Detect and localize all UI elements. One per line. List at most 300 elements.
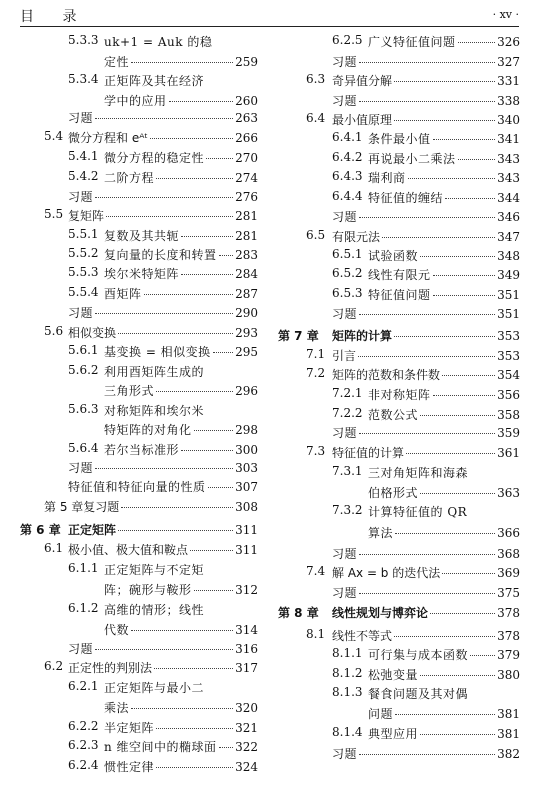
toc-entry-number: 5.5.1 bbox=[68, 227, 99, 241]
toc-entry[interactable] bbox=[278, 89, 520, 109]
toc-entry[interactable] bbox=[278, 441, 520, 461]
toc-entry-number: 8.1.3 bbox=[332, 685, 363, 699]
leader-dots bbox=[470, 655, 495, 656]
leader-dots bbox=[406, 453, 495, 454]
toc-page-number: 341 bbox=[497, 132, 520, 146]
toc-chapter-entry[interactable] bbox=[278, 601, 520, 621]
toc-entry-title: 广义特征值问题 bbox=[368, 35, 456, 49]
leader-dots bbox=[154, 668, 233, 669]
toc-entry-number: 5.5.3 bbox=[68, 265, 99, 279]
toc-entry-title: 特征值的缠结 bbox=[368, 191, 444, 205]
toc-entry[interactable] bbox=[278, 500, 520, 520]
toc-page-number: 316 bbox=[235, 642, 258, 656]
leader-dots bbox=[95, 313, 233, 314]
toc-entry[interactable] bbox=[20, 166, 258, 186]
toc-entry-title: 习题 bbox=[332, 55, 358, 69]
toc-entry[interactable] bbox=[278, 561, 520, 581]
toc-entry[interactable] bbox=[20, 755, 258, 775]
toc-entry-title: 复数及其共轭 bbox=[104, 229, 180, 243]
leader-dots bbox=[359, 101, 495, 102]
toc-entry-number: 5.3.4 bbox=[68, 72, 99, 86]
toc-entry-title: 埃尔米特矩阵 bbox=[104, 267, 180, 281]
toc-entry[interactable] bbox=[278, 205, 520, 225]
toc-entry[interactable] bbox=[20, 243, 258, 263]
toc-entry-title: 正定矩阵与不定矩 bbox=[104, 563, 205, 577]
leader-dots bbox=[156, 178, 233, 179]
toc-entry-title: 三角形式 bbox=[104, 384, 155, 398]
toc-page-number: 356 bbox=[497, 388, 520, 402]
leader-dots bbox=[156, 391, 233, 392]
header-page-number: · xv · bbox=[492, 8, 519, 21]
leader-dots bbox=[420, 256, 495, 257]
toc-page-number: 381 bbox=[497, 707, 520, 721]
toc-entry[interactable] bbox=[278, 722, 520, 742]
leader-dots bbox=[131, 630, 233, 631]
toc-entry-title: 算法 bbox=[368, 526, 394, 540]
toc-entry-title: 习题 bbox=[68, 111, 94, 125]
leader-dots bbox=[394, 636, 495, 637]
toc-page-number: 290 bbox=[235, 306, 258, 320]
toc-page-number: 368 bbox=[497, 547, 520, 561]
toc-entry-title: 正矩阵及其在经济 bbox=[104, 74, 205, 88]
toc-chapter-entry[interactable] bbox=[278, 324, 520, 344]
toc-entry[interactable] bbox=[20, 379, 258, 399]
leader-dots bbox=[95, 649, 233, 650]
toc-entry-title: n 维空间中的椭球面 bbox=[104, 740, 217, 754]
toc-entry-title: 复向量的长度和转置 bbox=[104, 248, 217, 262]
toc-entry-number: 5.4.1 bbox=[68, 149, 99, 163]
toc-entry-title: 线性有限元 bbox=[368, 268, 431, 282]
toc-entry[interactable] bbox=[20, 456, 258, 476]
toc-page-number: 359 bbox=[497, 426, 520, 440]
toc-entry-title: 最小值原理 bbox=[332, 113, 393, 127]
leader-dots bbox=[194, 590, 234, 591]
toc-page-number: 379 bbox=[497, 648, 520, 662]
toc-entry[interactable] bbox=[278, 383, 520, 403]
toc-page-number: 298 bbox=[235, 423, 258, 437]
toc-entry[interactable] bbox=[20, 30, 258, 50]
leader-dots bbox=[106, 216, 233, 217]
toc-entry[interactable] bbox=[20, 637, 258, 657]
toc-entry-number: 第 8 章 bbox=[278, 606, 319, 620]
toc-entry-number: 6.2.1 bbox=[68, 679, 99, 693]
toc-entry[interactable] bbox=[20, 495, 258, 515]
toc-entry-number: 6.2 bbox=[44, 659, 64, 673]
toc-page-number: 353 bbox=[497, 329, 520, 343]
toc-entry-number: 7.2 bbox=[306, 366, 326, 380]
leader-dots bbox=[131, 62, 233, 63]
toc-entry-number: 6.5.3 bbox=[332, 286, 363, 300]
toc-entry[interactable] bbox=[20, 262, 258, 282]
toc-entry[interactable] bbox=[20, 538, 258, 558]
toc-entry-title: 复矩阵 bbox=[68, 209, 105, 223]
toc-entry[interactable] bbox=[20, 438, 258, 458]
toc-page-number: 343 bbox=[497, 171, 520, 185]
toc-page-number: 287 bbox=[235, 287, 258, 301]
toc-entry-title: 试验函数 bbox=[368, 249, 419, 263]
toc-page-number: 296 bbox=[235, 384, 258, 398]
leader-dots bbox=[359, 754, 495, 755]
toc-entry-title: 若尔当标准形 bbox=[104, 443, 180, 457]
toc-entry-number: 6.2.5 bbox=[332, 33, 363, 47]
leader-dots bbox=[433, 295, 496, 296]
toc-entry[interactable] bbox=[278, 542, 520, 562]
toc-page-number: 274 bbox=[235, 171, 258, 185]
toc-page-number: 344 bbox=[497, 191, 520, 205]
toc-entry[interactable] bbox=[278, 461, 520, 481]
toc-entry[interactable] bbox=[20, 618, 258, 638]
toc-entry[interactable] bbox=[20, 282, 258, 302]
toc-entry[interactable] bbox=[278, 283, 520, 303]
toc-entry-number: 6.5.1 bbox=[332, 247, 363, 261]
toc-entry-title: 解 Ax = b 的迭代法 bbox=[332, 566, 441, 580]
toc-entry-title: 二阶方程 bbox=[104, 171, 155, 185]
toc-entry[interactable] bbox=[278, 643, 520, 663]
toc-entry-title: 矩阵的计算 bbox=[332, 329, 393, 343]
leader-dots bbox=[213, 352, 233, 353]
toc-entry-title: 可行集与成本函数 bbox=[368, 648, 469, 662]
leader-dots bbox=[458, 42, 496, 43]
toc-page-number: 331 bbox=[497, 74, 520, 88]
toc-entry[interactable] bbox=[20, 676, 258, 696]
toc-page-number: 300 bbox=[235, 443, 258, 457]
leader-dots bbox=[359, 593, 495, 594]
toc-entry-number: 6.1 bbox=[44, 541, 64, 555]
toc-entry[interactable] bbox=[20, 360, 258, 380]
toc-entry-number: 7.3 bbox=[306, 444, 326, 458]
toc-entry[interactable] bbox=[278, 186, 520, 206]
toc-entry[interactable] bbox=[20, 146, 258, 166]
toc-entry-number: 7.3.1 bbox=[332, 464, 363, 478]
toc-entry-title: 伯格形式 bbox=[368, 486, 419, 500]
leader-dots bbox=[181, 236, 233, 237]
toc-entry[interactable] bbox=[20, 716, 258, 736]
toc-entry[interactable] bbox=[278, 147, 520, 167]
leader-dots bbox=[156, 767, 233, 768]
toc-page-number: 259 bbox=[235, 55, 258, 69]
page-header bbox=[20, 6, 519, 27]
leader-dots bbox=[394, 81, 495, 82]
toc-entry-title: 计算特征值的 QR bbox=[368, 505, 468, 519]
toc-page-number: 381 bbox=[497, 727, 520, 741]
toc-entry[interactable] bbox=[20, 475, 258, 495]
toc-entry[interactable] bbox=[20, 340, 258, 360]
toc-entry[interactable] bbox=[278, 403, 520, 423]
toc-entry[interactable] bbox=[20, 301, 258, 321]
toc-page-number: 338 bbox=[497, 94, 520, 108]
toc-entry-title: 乘法 bbox=[104, 701, 130, 715]
leader-dots bbox=[420, 415, 495, 416]
toc-entry-title: 松弛变量 bbox=[368, 668, 419, 682]
toc-entry[interactable] bbox=[278, 263, 520, 283]
toc-entry-number: 7.2.1 bbox=[332, 386, 363, 400]
toc-page-number: 326 bbox=[497, 35, 520, 49]
toc-entry-title: 习题 bbox=[68, 642, 94, 656]
leader-dots bbox=[433, 139, 496, 140]
toc-page-number: 361 bbox=[497, 446, 520, 460]
toc-page-number: 354 bbox=[497, 368, 520, 382]
leader-dots bbox=[95, 197, 233, 198]
toc-entry[interactable] bbox=[278, 742, 520, 762]
toc-entry-title: 奇异值分解 bbox=[332, 74, 393, 88]
toc-entry[interactable] bbox=[278, 302, 520, 322]
toc-entry-title: 半定矩阵 bbox=[104, 721, 155, 735]
toc-entry-title: 微分方程的稳定性 bbox=[104, 151, 205, 165]
toc-entry-number: 6.2.3 bbox=[68, 738, 99, 752]
toc-entry-number: 5.6.2 bbox=[68, 363, 99, 377]
toc-page-number: 263 bbox=[235, 111, 258, 125]
toc-entry-number: 6.1.1 bbox=[68, 561, 99, 575]
leader-dots bbox=[118, 333, 233, 334]
toc-entry-title: 引言 bbox=[332, 349, 357, 363]
toc-entry-title: 极小值、极大值和鞍点 bbox=[68, 543, 189, 557]
toc-entry[interactable] bbox=[278, 663, 520, 683]
toc-entry-title: 第 5 章复习题 bbox=[44, 500, 120, 514]
toc-page-number: 284 bbox=[235, 267, 258, 281]
toc-entry[interactable] bbox=[20, 735, 258, 755]
toc-entry-number: 7.4 bbox=[306, 564, 326, 578]
toc-entry[interactable] bbox=[20, 418, 258, 438]
toc-entry-title: 习题 bbox=[332, 307, 358, 321]
toc-entry-title: 学中的应用 bbox=[104, 94, 167, 108]
toc-page-number: 343 bbox=[497, 152, 520, 166]
toc-entry-number: 8.1.2 bbox=[332, 666, 363, 680]
toc-entry-title: 餐食问题及其对偶 bbox=[368, 687, 469, 701]
toc-entry-number: 7.3.2 bbox=[332, 503, 363, 517]
toc-entry-title: 习题 bbox=[68, 306, 94, 320]
toc-entry-title: 正定矩阵 bbox=[68, 523, 117, 537]
leader-dots bbox=[445, 198, 495, 199]
toc-entry[interactable] bbox=[278, 624, 520, 644]
toc-entry-number: 8.1 bbox=[306, 627, 326, 641]
toc-entry-title: uk+1 = Auk 的稳 bbox=[104, 35, 213, 49]
toc-entry-title: 范数公式 bbox=[368, 408, 419, 422]
toc-entry[interactable] bbox=[20, 224, 258, 244]
toc-entry-title: 特征值和特征向量的性质 bbox=[68, 480, 206, 494]
toc-page-number: 281 bbox=[235, 209, 258, 223]
leader-dots bbox=[118, 530, 233, 531]
toc-page-number: 340 bbox=[497, 113, 520, 127]
toc-entry[interactable] bbox=[278, 225, 520, 245]
toc-entry-title: 惯性定律 bbox=[104, 760, 155, 774]
toc-entry-title: 基变换 = 相似变换 bbox=[104, 345, 211, 359]
toc-entry[interactable] bbox=[20, 185, 258, 205]
toc-page-number: 378 bbox=[497, 606, 520, 620]
toc-entry-title: 习题 bbox=[332, 426, 358, 440]
toc-entry[interactable] bbox=[278, 127, 520, 147]
leader-dots bbox=[408, 178, 496, 179]
toc-entry-number: 8.1.4 bbox=[332, 725, 363, 739]
toc-entry[interactable] bbox=[278, 521, 520, 541]
toc-page-number: 351 bbox=[497, 307, 520, 321]
leader-dots bbox=[394, 336, 495, 337]
leader-dots bbox=[395, 533, 495, 534]
leader-dots bbox=[442, 375, 495, 376]
toc-entry[interactable] bbox=[278, 344, 520, 364]
toc-entry-title: 习题 bbox=[332, 210, 358, 224]
toc-entry-title: 习题 bbox=[332, 547, 358, 561]
toc-entry-title: 阵；碗形与鞍形 bbox=[104, 583, 192, 597]
toc-entry[interactable] bbox=[278, 30, 520, 50]
toc-page-number: 311 bbox=[235, 523, 258, 537]
leader-dots bbox=[442, 573, 495, 574]
toc-page-number: 348 bbox=[497, 249, 520, 263]
toc-page-number: 260 bbox=[235, 94, 258, 108]
toc-entry-title: 条件最小值 bbox=[368, 132, 431, 146]
toc-entry-title: 习题 bbox=[332, 586, 358, 600]
toc-page-number: 363 bbox=[497, 486, 520, 500]
leader-dots bbox=[359, 554, 495, 555]
toc-entry[interactable] bbox=[278, 581, 520, 601]
leader-dots bbox=[430, 613, 495, 614]
toc-entry-number: 6.2.4 bbox=[68, 758, 99, 772]
leader-dots bbox=[131, 708, 233, 709]
leader-dots bbox=[181, 274, 233, 275]
leader-dots bbox=[382, 237, 495, 238]
toc-entry-number: 5.6.1 bbox=[68, 343, 99, 357]
toc-entry-title: 特征值的计算 bbox=[332, 446, 405, 460]
toc-page-number: 317 bbox=[235, 661, 258, 675]
leader-dots bbox=[194, 430, 234, 431]
toc-entry-number: 8.1.1 bbox=[332, 646, 363, 660]
toc-entry-title: 正定矩阵与最小二 bbox=[104, 681, 205, 695]
toc-entry-title: 矩阵的范数和条件数 bbox=[332, 368, 441, 382]
toc-entry-title: 微分方程和 eᴬᵗ bbox=[68, 131, 148, 145]
toc-entry-title: 习题 bbox=[68, 461, 94, 475]
leader-dots bbox=[358, 356, 495, 357]
leader-dots bbox=[190, 550, 233, 551]
toc-page-number: 351 bbox=[497, 288, 520, 302]
toc-page-number: 346 bbox=[497, 210, 520, 224]
toc-entry-number: 5.4.2 bbox=[68, 169, 99, 183]
toc-entry[interactable] bbox=[20, 69, 258, 89]
toc-entry-number: 6.4 bbox=[306, 111, 326, 125]
toc-page-number: 358 bbox=[497, 408, 520, 422]
leader-dots bbox=[219, 255, 234, 256]
toc-page-number: 311 bbox=[235, 543, 258, 557]
toc-entry[interactable] bbox=[20, 696, 258, 716]
toc-page-number: 380 bbox=[497, 668, 520, 682]
toc-entry[interactable] bbox=[278, 481, 520, 501]
leader-dots bbox=[95, 118, 233, 119]
toc-page-number: 378 bbox=[497, 629, 520, 643]
toc-entry[interactable] bbox=[20, 126, 258, 146]
toc-page-number: 303 bbox=[235, 461, 258, 475]
toc-entry-title: 典型应用 bbox=[368, 727, 419, 741]
toc-entry-number: 5.6.4 bbox=[68, 441, 99, 455]
toc-entry-title: 代数 bbox=[104, 623, 130, 637]
leader-dots bbox=[359, 433, 495, 434]
toc-entry-number: 5.6 bbox=[44, 324, 64, 338]
toc-entry[interactable] bbox=[20, 578, 258, 598]
toc-entry-number: 7.2.2 bbox=[332, 406, 363, 420]
toc-entry-title: 习题 bbox=[68, 190, 94, 204]
toc-entry[interactable] bbox=[278, 363, 520, 383]
toc-entry[interactable] bbox=[278, 244, 520, 264]
leader-dots bbox=[394, 120, 495, 121]
leader-dots bbox=[395, 714, 495, 715]
toc-entry-number: 6.4.4 bbox=[332, 189, 363, 203]
toc-entry[interactable] bbox=[278, 50, 520, 70]
toc-page-number: 320 bbox=[235, 701, 258, 715]
toc-entry-number: 6.1.2 bbox=[68, 601, 99, 615]
toc-entry[interactable] bbox=[20, 204, 258, 224]
toc-page-number: 349 bbox=[497, 268, 520, 282]
toc-entry-number: 6.2.2 bbox=[68, 719, 99, 733]
toc-entry[interactable] bbox=[20, 399, 258, 419]
toc-entry-title: 酉矩阵 bbox=[104, 287, 142, 301]
header-title: 目 录 bbox=[20, 9, 89, 25]
toc-page-number: 281 bbox=[235, 229, 258, 243]
toc-entry-title: 相似变换 bbox=[68, 326, 117, 340]
leader-dots bbox=[420, 675, 495, 676]
toc-page-number: 382 bbox=[497, 747, 520, 761]
toc-entry[interactable] bbox=[278, 108, 520, 128]
leader-dots bbox=[121, 507, 233, 508]
leader-dots bbox=[219, 747, 234, 748]
leader-dots bbox=[208, 487, 234, 488]
toc-page-number: 369 bbox=[497, 566, 520, 580]
toc-entry-title: 习题 bbox=[332, 94, 358, 108]
toc-entry-title: 再说最小二乘法 bbox=[368, 152, 456, 166]
toc-entry-number: 5.5.2 bbox=[68, 246, 99, 260]
leader-dots bbox=[181, 450, 233, 451]
toc-entry-number: 6.3 bbox=[306, 72, 326, 86]
toc-entry-title: 正定性的判别法 bbox=[68, 661, 153, 675]
leader-dots bbox=[169, 101, 234, 102]
toc-page-number: 314 bbox=[235, 623, 258, 637]
toc-page-number: 327 bbox=[497, 55, 520, 69]
toc-page-number: 366 bbox=[497, 526, 520, 540]
toc-page-number: 270 bbox=[235, 151, 258, 165]
toc-entry[interactable] bbox=[278, 702, 520, 722]
toc-entry-number: 5.6.3 bbox=[68, 402, 99, 416]
toc-entry-number: 6.5 bbox=[306, 228, 326, 242]
toc-entry-number: 7.1 bbox=[306, 347, 326, 361]
toc-entry-title: 特征值问题 bbox=[368, 288, 431, 302]
toc-page-number: 347 bbox=[497, 230, 520, 244]
toc-entry-title: 非对称矩阵 bbox=[368, 388, 431, 402]
toc-entry[interactable] bbox=[278, 421, 520, 441]
toc-page-number: 353 bbox=[497, 349, 520, 363]
toc-entry-title: 高维的情形；线性 bbox=[104, 603, 205, 617]
toc-entry[interactable] bbox=[20, 106, 258, 126]
leader-dots bbox=[150, 138, 233, 139]
toc-entry-number: 第 6 章 bbox=[20, 523, 61, 537]
toc-entry[interactable] bbox=[20, 598, 258, 618]
toc-entry[interactable] bbox=[20, 321, 258, 341]
toc-entry[interactable] bbox=[20, 558, 258, 578]
toc-page-number: 312 bbox=[235, 583, 258, 597]
toc-entry-title: 特矩阵的对角化 bbox=[104, 423, 192, 437]
toc-entry[interactable] bbox=[20, 656, 258, 676]
toc-entry-number: 5.4 bbox=[44, 129, 64, 143]
leader-dots bbox=[359, 314, 495, 315]
toc-entry-number: 5.3.3 bbox=[68, 33, 99, 47]
toc-entry-title: 瑞利商 bbox=[368, 171, 406, 185]
toc-page-number: 293 bbox=[235, 326, 258, 340]
toc-entry[interactable] bbox=[278, 682, 520, 702]
toc-chapter-entry[interactable] bbox=[20, 518, 258, 538]
toc-entry[interactable] bbox=[278, 166, 520, 186]
toc-entry-number: 6.4.3 bbox=[332, 169, 363, 183]
leader-dots bbox=[156, 728, 233, 729]
toc-entry-number: 5.5.4 bbox=[68, 285, 99, 299]
toc-entry[interactable] bbox=[278, 69, 520, 89]
toc-entry-number: 6.4.2 bbox=[332, 150, 363, 164]
toc-page-number: 276 bbox=[235, 190, 258, 204]
toc-entry[interactable] bbox=[20, 50, 258, 70]
